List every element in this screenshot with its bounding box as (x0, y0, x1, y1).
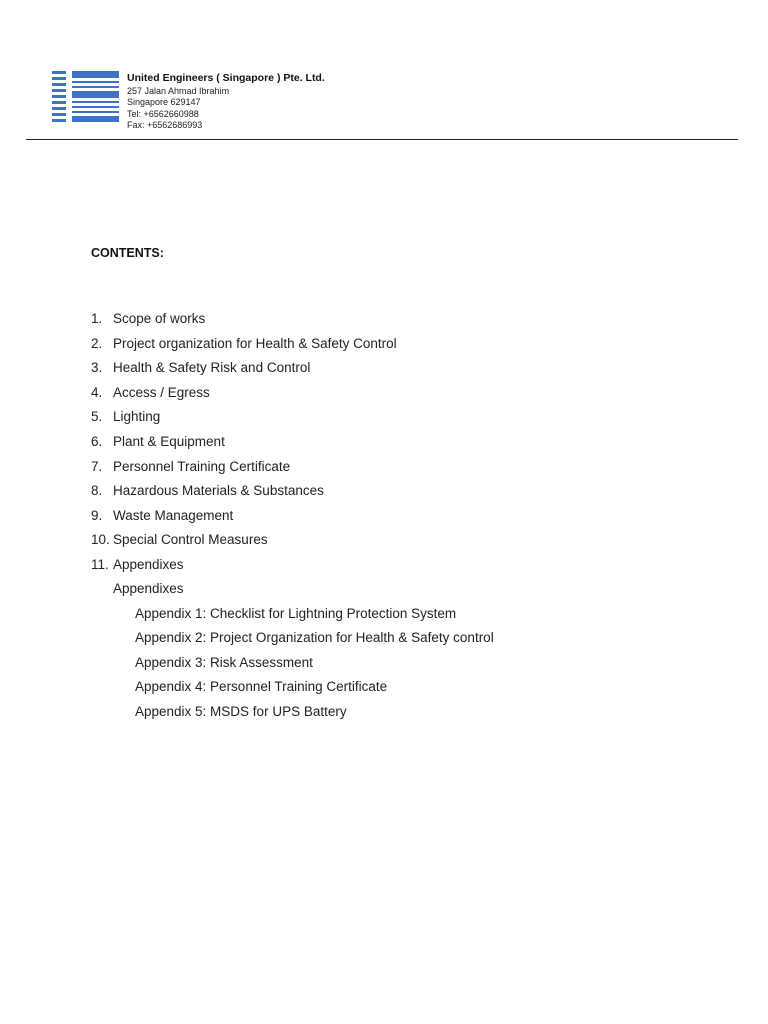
appendix-heading: Appendixes (113, 581, 184, 596)
toc-item-number: 11. (91, 556, 109, 572)
toc-item-number: 4. (91, 384, 103, 400)
toc-item-number: 10. (91, 532, 110, 548)
fax: Fax: +6562686993 (127, 120, 203, 130)
toc-item-label: Lighting (113, 409, 161, 425)
toc-item (91, 482, 397, 507)
toc-item-number: 8. (91, 483, 103, 499)
toc-item-number: 5. (91, 409, 103, 425)
table-of-contents (91, 310, 397, 581)
telephone: Tel: +6562660988 (127, 108, 199, 119)
company-logo-icon (52, 71, 119, 126)
appendix-item: Appendix 5: MSDS for UPS Battery (135, 703, 347, 719)
toc-item (91, 335, 397, 360)
toc-item-label: Plant & Equipment (113, 433, 225, 449)
toc-item-label: Scope of works (113, 311, 206, 326)
toc-item-number: 6. (91, 433, 103, 449)
appendix-item: Appendix 4: Personnel Training Certificate (135, 679, 388, 695)
appendix-item: Appendix 2: Project Organization for Health & Safety control (135, 630, 494, 646)
contents-title: CONTENTS: (91, 246, 164, 260)
toc-item-label: Special Control Measures (113, 532, 268, 548)
toc-item-number: 1. (91, 311, 103, 326)
toc-item (91, 384, 397, 409)
toc-item (91, 433, 397, 458)
toc-item (91, 531, 397, 556)
toc-item-label: Appendixes (113, 556, 184, 572)
address-line-1: 257 Jalan Ahmad Ibrahim (127, 85, 230, 96)
toc-item-label: Project organization for Health & Safety Control (113, 335, 397, 351)
toc-item-number: 2. (91, 335, 103, 351)
toc-item-number: 3. (91, 360, 103, 376)
appendix-item: Appendix 3: Risk Assessment (135, 654, 313, 670)
toc-item-label: Waste Management (113, 507, 234, 523)
appendix-list (113, 580, 494, 728)
address-line-2: Singapore 629147 (127, 97, 201, 107)
appendix-item: Appendix 1: Checklist for Lightning Protection System (135, 605, 457, 621)
company-info (127, 73, 325, 132)
toc-item (91, 310, 397, 335)
toc-item (91, 507, 397, 532)
toc-item-number: 7. (91, 458, 103, 474)
toc-item (91, 458, 397, 483)
toc-item-label: Personnel Training Certificate (113, 458, 291, 474)
toc-item-label: Hazardous Materials & Substances (113, 483, 324, 499)
toc-item-label: Access / Egress (113, 384, 210, 400)
toc-item (91, 359, 397, 384)
company-name: United Engineers ( Singapore ) Pte. Ltd. (127, 72, 325, 84)
header-divider (26, 139, 738, 140)
toc-item-number: 9. (91, 507, 103, 523)
letterhead (0, 0, 768, 142)
toc-item (91, 408, 397, 433)
toc-item-label: Health & Safety Risk and Control (113, 360, 311, 376)
toc-item (91, 556, 397, 581)
